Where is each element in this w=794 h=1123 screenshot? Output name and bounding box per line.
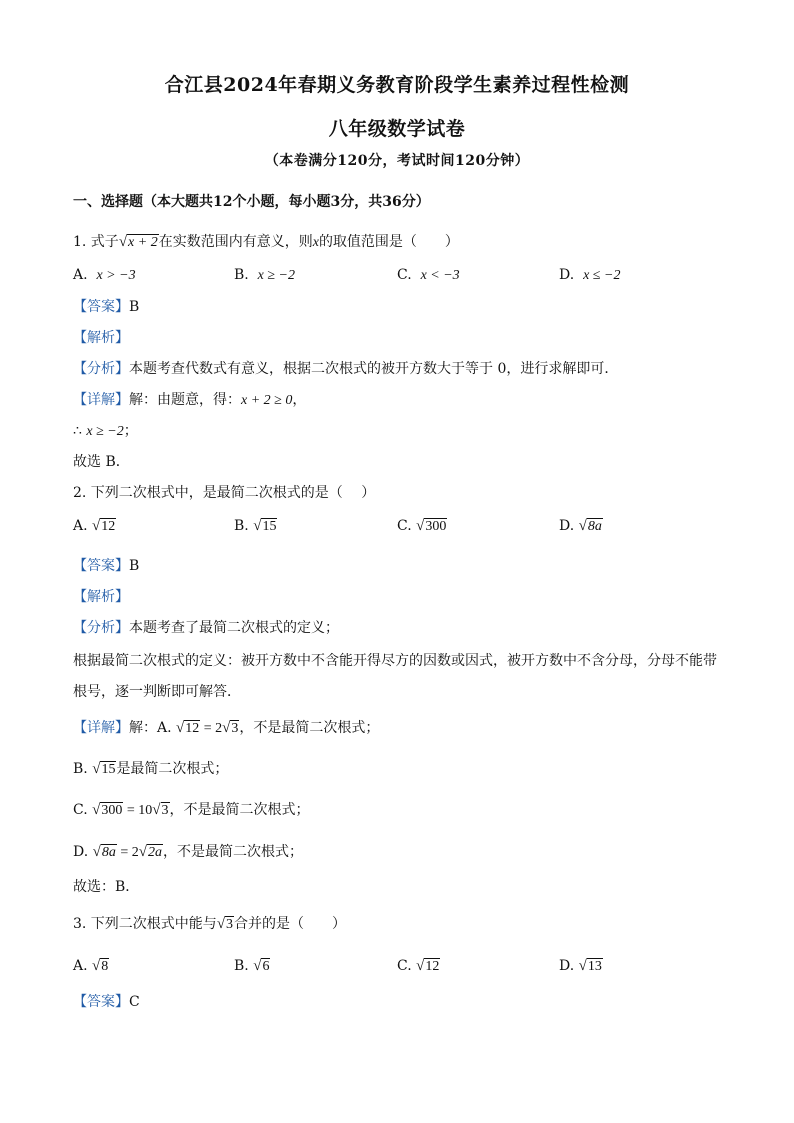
q2-detail-a: 【详解】解：A. √12 = 2√3，不是最简二次根式； — [73, 720, 380, 736]
exam-info: （本卷满分120分，考试时间120分钟） — [264, 153, 530, 169]
q3-option-d: D. √13 — [559, 958, 602, 974]
q2-option-c: C. √300 — [397, 518, 447, 534]
exam-subtitle: 八年级数学试卷 — [328, 118, 466, 140]
q2-option-b: B. √15 — [234, 518, 277, 534]
q1-option-c: C. x < −3 — [397, 267, 460, 283]
exam-title: 合江县2024年春期义务教育阶段学生素养过程性检测 — [164, 74, 630, 96]
q2-analysis: 【分析】本题考查了最简二次根式的定义； — [73, 620, 339, 636]
section-heading: 一、选择题（本大题共12个小题，每小题3分，共36分） — [73, 194, 430, 210]
q1-stem: 1. 式子√x + 2在实数范围内有意义，则x的取值范围是（ ） — [73, 232, 459, 253]
q2-stem: 2. 下列二次根式中，是最简二次根式的是（ ） — [73, 485, 376, 501]
q1-answer: 【答案】B — [73, 299, 140, 315]
q1-analysis: 【分析】本题考查代数式有意义，根据二次根式的被开方数大于等于 0，进行求解即可． — [73, 361, 619, 377]
q1-analysis-heading: 【解析】 — [73, 330, 129, 346]
q3-option-c: C. √12 — [397, 958, 440, 974]
q1-option-b: B. x ≥ −2 — [234, 267, 296, 283]
q2-option-a: A. √12 — [73, 518, 116, 534]
q2-detail-b: B. √15是最简二次根式； — [73, 761, 229, 777]
q2-option-d: D. √8a — [559, 518, 602, 534]
q2-analysis-heading: 【解析】 — [73, 589, 129, 605]
q2-detail-d: D. √8a = 2√2a，不是最简二次根式； — [73, 844, 304, 860]
q1-conclusion: 故选 B． — [73, 454, 130, 470]
sqrt-expression: √x + 2 — [118, 234, 158, 250]
q1-therefore: ∴ x ≥ −2； — [73, 423, 138, 439]
q1-option-d: D. x ≤ −2 — [559, 267, 621, 283]
q3-stem: 3. 下列二次根式中能与√3合并的是（ ） — [73, 916, 347, 932]
q2-answer: 【答案】B — [73, 558, 140, 574]
q3-option-a: A. √8 — [73, 958, 109, 974]
q2-rule: 根据最简二次根式的定义：被开方数中不含能开得尽方的因数或因式，被开方数中不含分母，分母不能带根号，逐一判断即可解答． — [73, 653, 717, 700]
q2-conclusion: 故选：B． — [73, 879, 140, 895]
q1-option-a: A. x > −3 — [73, 267, 136, 283]
q1-detail: 【详解】解：由题意，得：x + 2 ≥ 0， — [73, 392, 307, 408]
q3-option-b: B. √6 — [234, 958, 270, 974]
q3-answer: 【答案】C — [73, 994, 140, 1010]
q2-detail-c: C. √300 = 10√3，不是最简二次根式； — [73, 802, 310, 818]
